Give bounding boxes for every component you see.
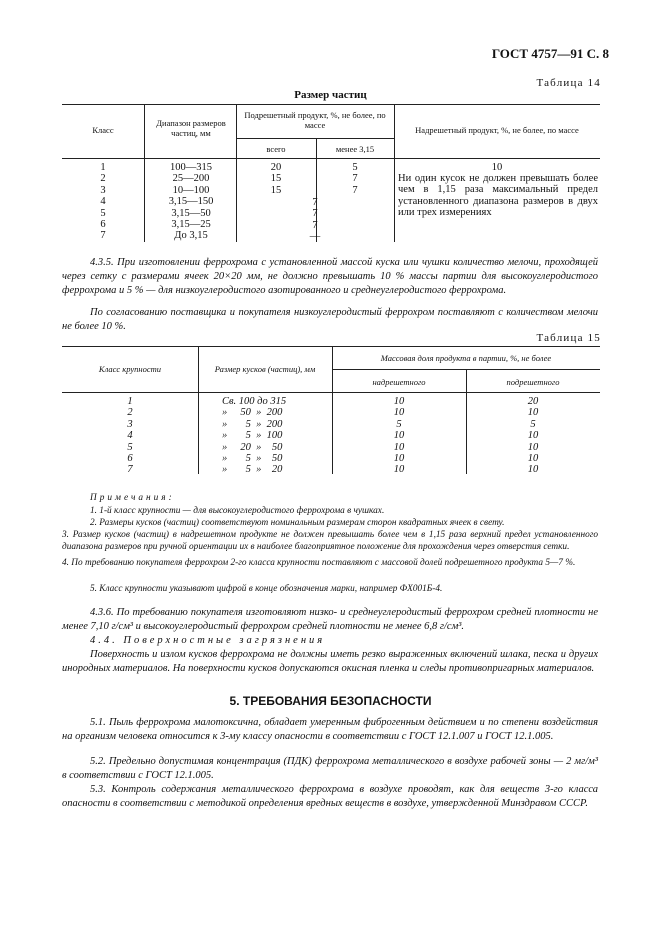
para-4-3-5: 4.3.5. При изготовлении феррохрома с установленной массой куска или чушки количество мелочи, проходящей через сетку с размерами ячеек 20×20 мм, не должно превышать 10 % массы партии для высокоуглеродистого феррохрома и 5 % — для низкоуглеродистого азотированного и среднеуглеродистого феррохрома. [62, 257, 598, 297]
t14-col-range: 100—315 25—200 10—100 3,15—150 3,15—50 3,15—25 До 3,15 [168, 162, 214, 242]
note-3: 3. Размер кусков (частиц) в надрешетном продукте не должен превышать более чем в 1,15 раза верхний предел установленного диапазона размеров при ручной ориентации их в наиболее благоприятное положение для прохождения через отверстия сетки. [62, 530, 598, 552]
t15-col-size: Св. 100 до 315 » 50 » 200 » 5 » 200 » 5 » 100 » 20 » 50 » 5 » 50 » 5 » 20 [222, 396, 287, 476]
t14-head-class: Класс [92, 125, 114, 135]
t15-head-mass: Массовая доля продукта в партии, %, не более [380, 353, 552, 363]
t14-col-less-1-3: 5 7 7 [352, 162, 358, 196]
para-4-3-6: 4.3.6. По требованию покупателя изготовляют низко- и среднеуглеродистый феррохром средней плотности не менее 7,10 г/см³ и высокоуглеродистый феррохром средней плотности не менее 6,8 г/см³. [62, 607, 598, 633]
t15-col-over: 10 10 5 10 10 10 10 [393, 396, 405, 476]
note-4: 4. По требованию покупателя феррохром 2-го класса крупности поставляют с массовой долей подрешетного продукта 5—7 %. [62, 558, 576, 568]
note-1: 1. 1-й класс крупности — для высокоуглеродистого феррохрома в чушках. [90, 506, 385, 516]
para-4-3-5-b: По согласованию поставщика и покупателя низкоуглеродистый феррохром поставляют с количеством мелочи не более 10 %. [62, 307, 598, 333]
t15-head-size: Размер кусков (частиц), мм [214, 364, 316, 374]
t14-col-class: 1 2 3 4 5 6 7 [100, 162, 106, 242]
table14-caption: Таблица 14 [536, 77, 601, 89]
t15-head-over: надрешетного [372, 377, 426, 387]
t14-head-range: Диапазон размеров частиц, мм [156, 118, 226, 138]
para-5-2: 5.2. Предельно допустимая концентрация (ПДК) феррохрома металлического в воздухе рабочей зоны — 2 мг/м³ в соответствии с ГОСТ 12.1.005. [62, 756, 598, 782]
t14-head-over: Надрешетный продукт, %, не более, по массе [415, 125, 579, 135]
t15-head-under: подрешетного [506, 377, 560, 387]
t14-col-less-4-7: 7 7 7 — [309, 197, 321, 243]
t14-col-total: 20 15 15 [270, 162, 282, 196]
t15-head-class: Класс крупности [98, 364, 162, 374]
note-2: 2. Размеры кусков (частиц) соответствуют номинальным размерам сторон квадратных ячеек в свету. [90, 518, 505, 528]
t14-head-under-total: всего [266, 144, 286, 154]
para-5-3: 5.3. Контроль содержания металлического феррохрома в воздухе проводят, как для веществ 3-го класса опасности в соответствии с методикой определения вредных веществ в воздухе, утвержденной Минздравом СССР. [62, 784, 598, 810]
page-header: ГОСТ 4757—91 С. 8 [491, 46, 609, 61]
t14-over-value: 10 [491, 162, 503, 173]
para-5-1: 5.1. Пыль феррохрома малотоксична, обладает умеренным фиброгенным действием и по степени воздействия на организм человека относится к 3-му классу опасности в соответствии с ГОСТ 12.1.007 и ГОСТ 12.1.005. [62, 717, 598, 743]
table14-title: Размер частиц [294, 89, 367, 101]
table15-caption: Таблица 15 [536, 332, 601, 344]
t15-col-class: 1 2 3 4 5 6 7 [127, 396, 133, 476]
para-4-4: Поверхность и излом кусков феррохрома не должны иметь резко выраженных включений шлака, песка и других инородных материалов. На поверхности кусков допускаются окисная пленка и следы противопригарных материалов. [62, 649, 598, 675]
t14-head-under-less: менее 3,15 [335, 144, 375, 154]
note-5: 5. Класс крупности указывают цифрой в конце обозначения марки, например ФХ001Б-4. [90, 584, 443, 594]
t15-col-under: 20 10 5 10 10 10 10 [527, 396, 539, 476]
notes-title: Примечания: [90, 493, 175, 503]
para-4-4-title: 4.4. Поверхностные загрязнения [90, 635, 326, 646]
t14-head-under: Подрешетный продукт, %, не более, по массе [244, 110, 386, 130]
section-5-title: 5. ТРЕБОВАНИЯ БЕЗОПАСНОСТИ [229, 694, 432, 708]
t14-over-text: Ни один кусок не должен превышать более чем в 1,15 раза максимальный предел установленного диапазона размеров в двух или трех измерениях [398, 173, 598, 219]
